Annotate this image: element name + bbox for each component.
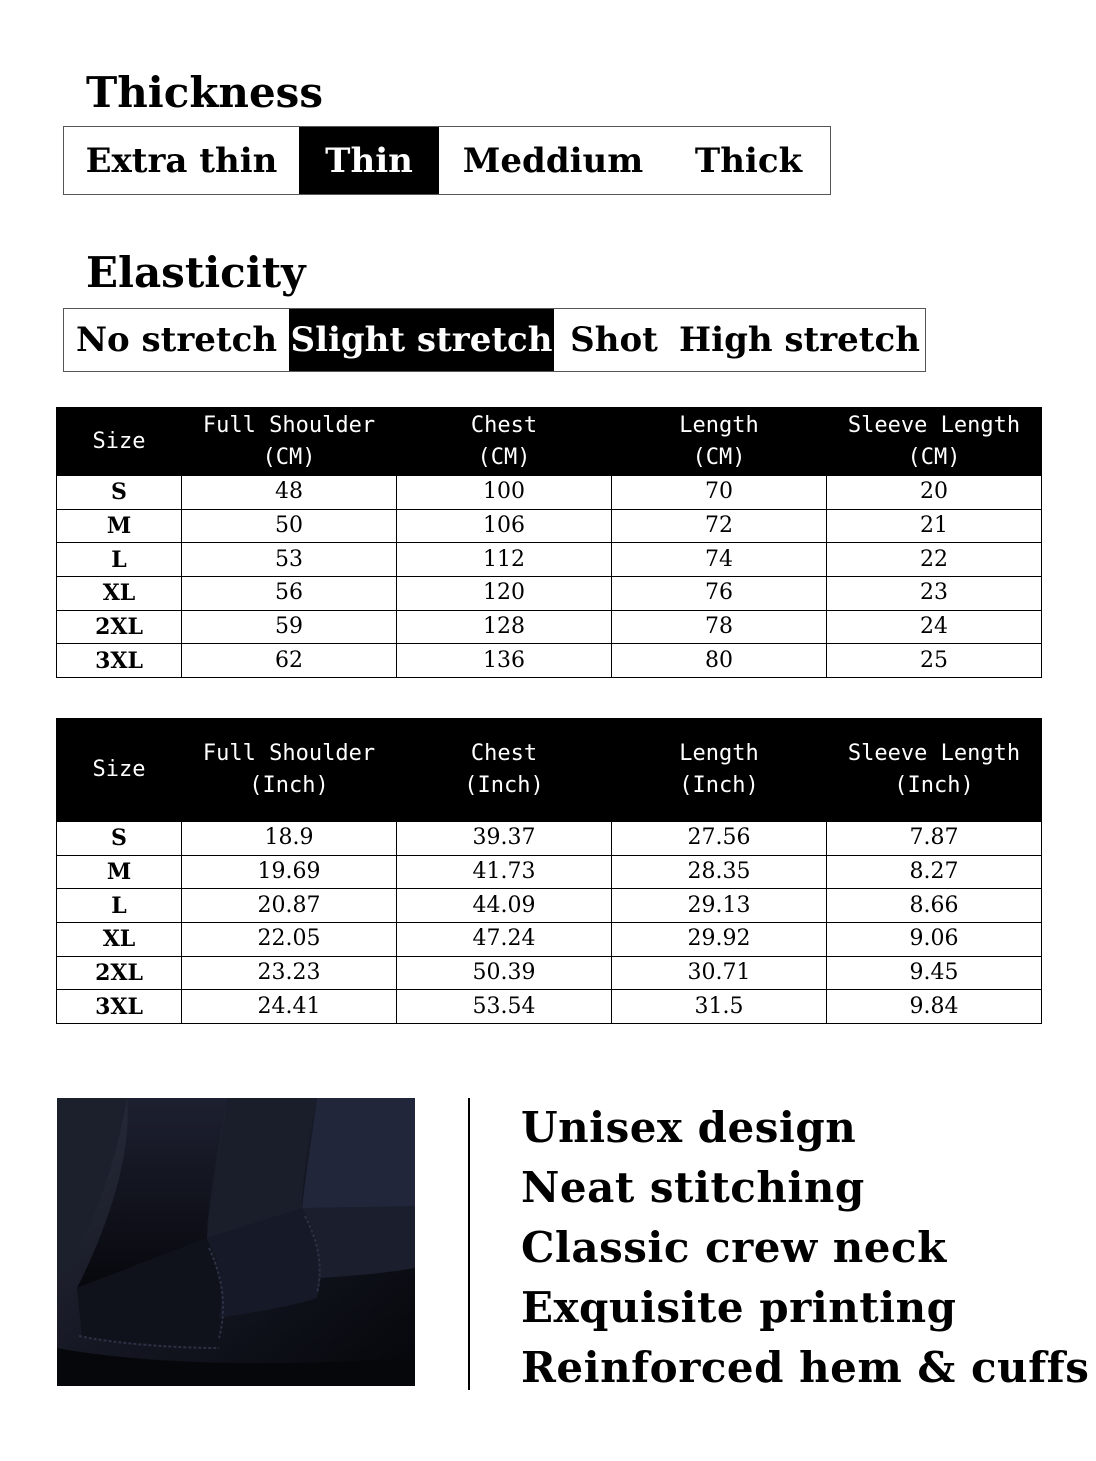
size-chart-inch: [56, 718, 1042, 1024]
table-row: 2XL 59 128 78 24: [57, 610, 1042, 644]
elasticity-option-slight-stretch: Slight stretch: [289, 309, 554, 371]
elasticity-option-high-stretch: High stretch: [679, 320, 920, 360]
size-chart-cm: [56, 407, 1042, 678]
header-size: Size: [57, 408, 182, 476]
table-row: L 20.87 44.09 29.13 8.66: [57, 889, 1042, 923]
thickness-scale: [63, 126, 831, 195]
header-full-shoulder: Full Shoulder (Inch): [182, 719, 397, 822]
fabric-cuff-photo: [57, 1098, 415, 1386]
header-chest: Chest (Inch): [397, 719, 612, 822]
table-row: S 48 100 70 20: [57, 476, 1042, 510]
header-length: Length (Inch): [612, 719, 827, 822]
table-row: 2XL 23.23 50.39 30.71 9.45: [57, 956, 1042, 990]
feature-item: Unisex design: [521, 1103, 857, 1152]
feature-item: Classic crew neck: [521, 1223, 947, 1272]
feature-list: [521, 1098, 1089, 1398]
vertical-divider: [468, 1098, 470, 1390]
table-row: M 50 106 72 21: [57, 509, 1042, 543]
table-row: L 53 112 74 22: [57, 543, 1042, 577]
feature-item: Reinforced hem & cuffs: [521, 1343, 1090, 1392]
header-length: Length (CM): [612, 408, 827, 476]
table-row: XL 22.05 47.24 29.92 9.06: [57, 923, 1042, 957]
table-row: S 18.9 39.37 27.56 7.87: [57, 822, 1042, 856]
table-row: 3XL 24.41 53.54 31.5 9.84: [57, 990, 1042, 1024]
header-full-shoulder: Full Shoulder (CM): [182, 408, 397, 476]
header-sleeve-length: Sleeve Length (Inch): [827, 719, 1042, 822]
header-size: Size: [57, 719, 182, 822]
thickness-option-thin: Thin: [299, 127, 439, 194]
header-chest: Chest (CM): [397, 408, 612, 476]
table-row: M 19.69 41.73 28.35 8.27: [57, 855, 1042, 889]
feature-item: Neat stitching: [521, 1163, 865, 1212]
elasticity-scale: [63, 308, 926, 372]
table-row: 3XL 62 136 80 25: [57, 644, 1042, 678]
header-sleeve-length: Sleeve Length (CM): [827, 408, 1042, 476]
elasticity-option-shot: Shot: [570, 320, 658, 360]
elasticity-option-no-stretch: No stretch: [75, 320, 278, 360]
thickness-option-meddium: Meddium: [462, 140, 644, 181]
feature-item: Exquisite printing: [521, 1283, 957, 1332]
thickness-title: Thickness: [86, 68, 323, 117]
thickness-option-extra-thin: Extra thin: [85, 140, 278, 181]
table-header-row: [57, 408, 1042, 476]
elasticity-title: Elasticity: [86, 248, 306, 297]
table-row: XL 56 120 76 23: [57, 577, 1042, 611]
thickness-option-thick: Thick: [694, 140, 803, 181]
table-header-row: [57, 719, 1042, 822]
